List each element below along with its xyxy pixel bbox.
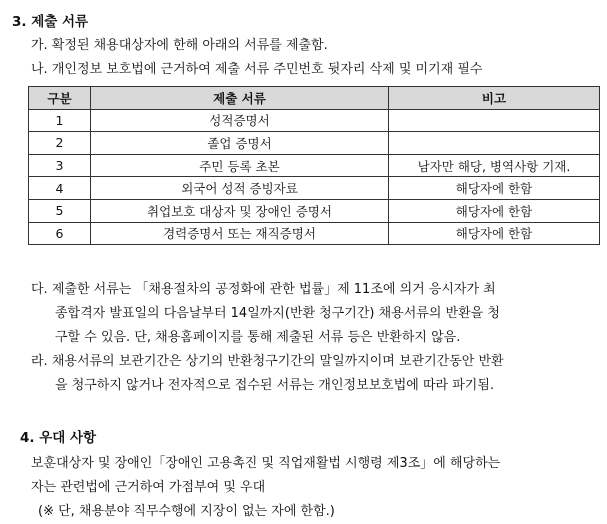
item-da-line-2: 종합격자 발표일의 다음날부터 14일까지(반환 청구기간) 채용서류의 반환을 청 bbox=[55, 306, 500, 321]
section-4-line-3: (※ 단, 채용분야 직무수행에 지장이 없는 자에 한함.) bbox=[38, 504, 335, 519]
table-row bbox=[29, 199, 600, 222]
row-number: 3 bbox=[29, 154, 91, 177]
row-note: 해당자에 한함 bbox=[389, 177, 600, 200]
row-note bbox=[389, 109, 600, 132]
row-document: 주민 등록 초본 bbox=[91, 154, 389, 177]
section-4-line-2: 자는 관련법에 근거하여 가점부여 및 우대 bbox=[31, 480, 266, 495]
table-row bbox=[29, 177, 600, 200]
item-na: 나. 개인정보 보호법에 근거하여 제출 서류 주민번호 뒷자리 삭제 및 미기재 필수 bbox=[31, 62, 483, 77]
row-note bbox=[389, 132, 600, 155]
row-document: 외국어 성적 증빙자료 bbox=[91, 177, 389, 200]
table-row bbox=[29, 154, 600, 177]
row-note: 해당자에 한함 bbox=[389, 222, 600, 245]
section-4-title: 4. 우대 사항 bbox=[20, 430, 97, 446]
table-row bbox=[29, 109, 600, 132]
row-note: 남자만 해당, 병역사항 기재. bbox=[389, 154, 600, 177]
item-ra-line-1: 라. 채용서류의 보관기간은 상기의 반환청구기간의 말일까지이며 보관기간동안 반환 bbox=[31, 354, 504, 369]
row-number: 5 bbox=[29, 199, 91, 222]
row-number: 6 bbox=[29, 222, 91, 245]
item-ra-line-2: 을 청구하지 않거나 전자적으로 접수된 서류는 개인정보보호법에 따라 파기됨. bbox=[55, 378, 495, 393]
row-document: 졸업 증명서 bbox=[91, 132, 389, 155]
section-4-line-1: 보훈대상자 및 장애인「장애인 고용촉진 및 직업재활법 시행령 제3조」에 해당하는 bbox=[31, 456, 501, 471]
header-category: 구분 bbox=[29, 87, 91, 110]
item-ga: 가. 확정된 채용대상자에 한해 아래의 서류를 제출함. bbox=[31, 38, 328, 53]
item-da-line-1: 다. 제출한 서류는 「채용절차의 공정화에 관한 법률」제 11조에 의거 응시자가 최 bbox=[31, 282, 496, 297]
header-note: 비고 bbox=[389, 87, 600, 110]
table-header-row bbox=[29, 87, 600, 110]
row-number: 1 bbox=[29, 109, 91, 132]
table-row bbox=[29, 222, 600, 245]
documents-table bbox=[28, 86, 600, 245]
row-document: 성적증명서 bbox=[91, 109, 389, 132]
row-number: 4 bbox=[29, 177, 91, 200]
row-document: 취업보호 대상자 및 장애인 증명서 bbox=[91, 199, 389, 222]
item-da-line-3: 구할 수 있음. 단, 채용홈페이지를 통해 제출된 서류 등은 반환하지 않음. bbox=[55, 330, 461, 345]
row-note: 해당자에 한함 bbox=[389, 199, 600, 222]
header-document: 제출 서류 bbox=[91, 87, 389, 110]
table-row bbox=[29, 132, 600, 155]
section-3-title: 3. 제출 서류 bbox=[12, 14, 89, 30]
row-number: 2 bbox=[29, 132, 91, 155]
row-document: 경력증명서 또는 재직증명서 bbox=[91, 222, 389, 245]
